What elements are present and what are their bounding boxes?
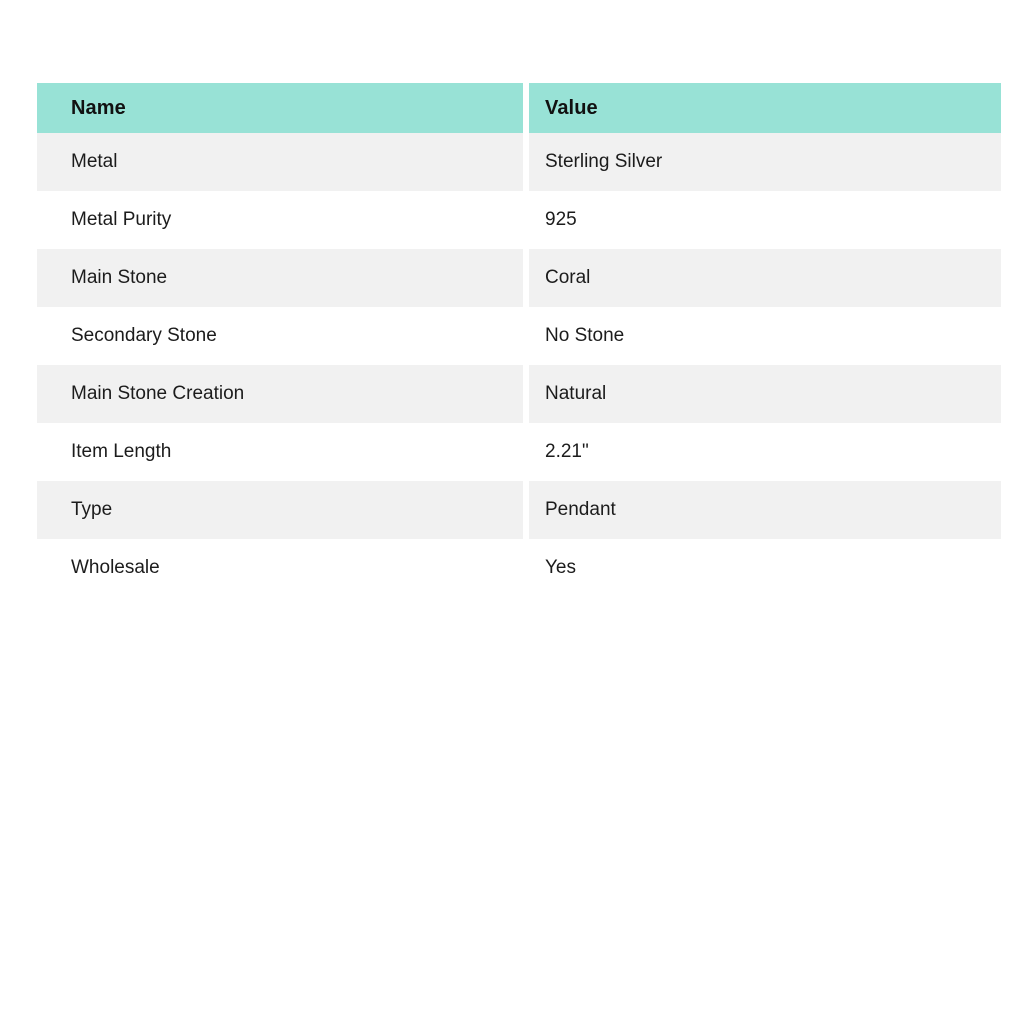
header-cell-name: [37, 83, 523, 133]
attribute-value: Yes: [545, 557, 576, 578]
attribute-value: 2.21": [545, 441, 589, 462]
row-value-cell: [529, 423, 1001, 481]
attribute-value: No Stone: [545, 325, 625, 346]
table-row: [37, 423, 1001, 481]
table-row: [37, 539, 1001, 597]
attribute-name: Type: [71, 499, 113, 520]
row-name-cell: [37, 423, 523, 481]
row-value-cell: [529, 133, 1001, 191]
row-name-cell: [37, 307, 523, 365]
row-value-cell: [529, 481, 1001, 539]
attribute-name: Metal: [71, 151, 118, 172]
table-row: [37, 307, 1001, 365]
row-value-cell: [529, 365, 1001, 423]
table-row: [37, 365, 1001, 423]
attribute-name: Secondary Stone: [71, 325, 217, 346]
attribute-name: Metal Purity: [71, 209, 172, 230]
header-name-label: Name: [71, 96, 126, 119]
row-name-cell: [37, 249, 523, 307]
attribute-value: Coral: [545, 267, 591, 288]
row-value-cell: [529, 191, 1001, 249]
attribute-value: 925: [545, 209, 577, 230]
row-name-cell: [37, 191, 523, 249]
attribute-value: Sterling Silver: [545, 151, 663, 172]
table-row: [37, 191, 1001, 249]
attribute-name: Wholesale: [71, 557, 160, 578]
header-cell-value: [529, 83, 1001, 133]
table-row: [37, 133, 1001, 191]
row-name-cell: [37, 133, 523, 191]
row-name-cell: [37, 539, 523, 597]
row-value-cell: [529, 249, 1001, 307]
attribute-name: Main Stone Creation: [71, 383, 245, 404]
attribute-name: Main Stone: [71, 267, 168, 288]
table-row: [37, 249, 1001, 307]
product-spec-table: [37, 83, 1001, 597]
header-value-label: Value: [545, 96, 598, 119]
attribute-value: Pendant: [545, 499, 616, 520]
attribute-name: Item Length: [71, 441, 172, 462]
table-row: [37, 481, 1001, 539]
row-value-cell: [529, 539, 1001, 597]
row-name-cell: [37, 481, 523, 539]
table-header-row: [37, 83, 1001, 133]
row-value-cell: [529, 307, 1001, 365]
row-name-cell: [37, 365, 523, 423]
attribute-value: Natural: [545, 383, 607, 404]
